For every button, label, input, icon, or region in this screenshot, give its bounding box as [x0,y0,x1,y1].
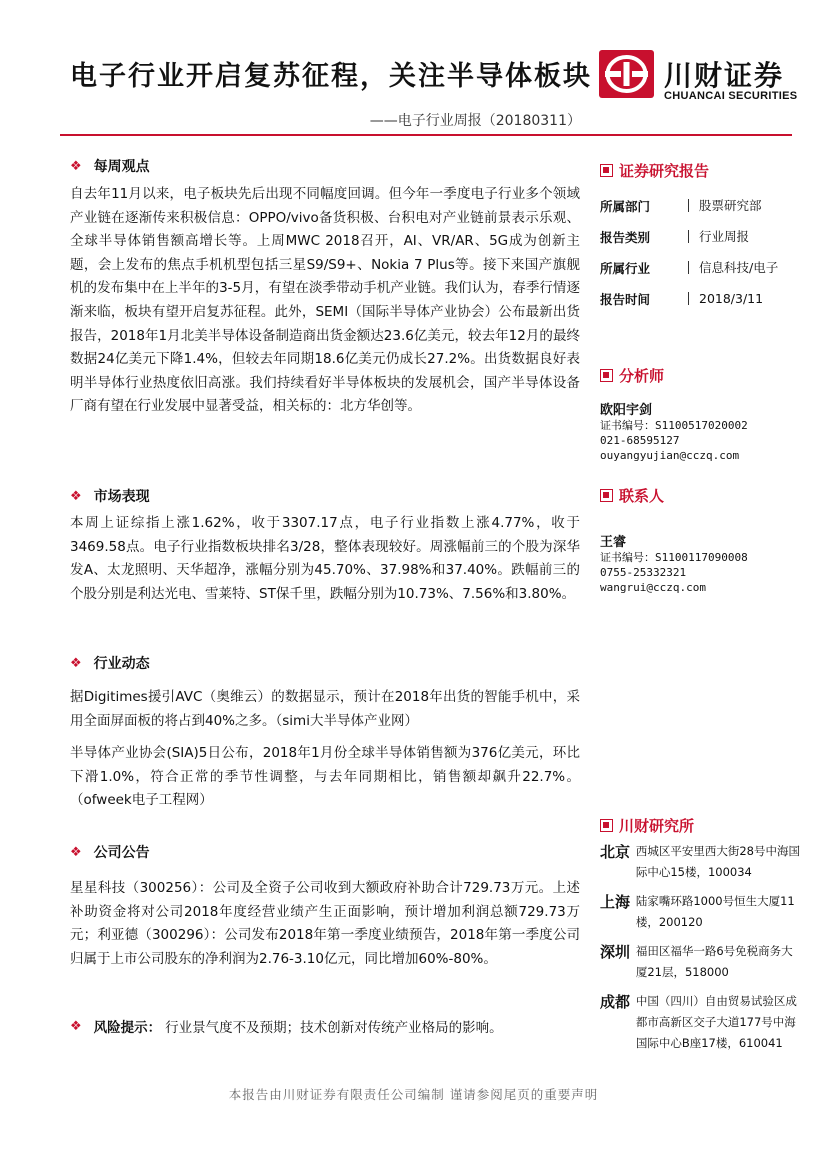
square-bullet-icon [600,489,613,502]
risk-label: 风险提示： [93,1020,162,1036]
market-paragraph: 本周上证综指上涨1.62%，收于3307.17点，电子行业指数上涨4.77%，收于3469.58点。电子行业指数板块排名3/28，整体表现较好。周涨幅前三的个股为深华发A、太龙照明、天华超净，涨幅分别为45.70%、37.98%和37.40%。跌幅前三的个股分别是利达光电、雪莱特、ST保千里，跌幅分别为10.73%、7.56%和3.80%。 [70,515,580,602]
sidebar-heading-contact: 联系人 [600,485,800,505]
diamond-bullet-icon: ❖ [70,158,82,174]
analyst-email: ouyangyujian@cczq.com [600,449,740,462]
logo-text-cn: 川财证券 [664,59,785,92]
square-bullet-icon [600,819,613,832]
section-heading-weekly-view: ❖ 每周观点 [70,158,150,175]
contact-name: 王睿 [600,535,627,550]
industry-paragraph-2: 半导体产业协会(SIA)5日公布，2018年1月份全球半导体销售额为376亿美元，环比下滑1.0%，符合正常的季节性调整，与去年同期相比，销售额却飙升22.7%。（ofweek电子工程网） [70,745,580,809]
footer-disclaimer: 本报告由川财证券有限责任公司编制 谨请参阅尾页的重要声明 [228,1087,599,1102]
section-heading-industry: ❖ 行业动态 [70,655,150,672]
company-paragraph: 星星科技（300256）：公司及全资子公司收到大额政府补助合计729.73万元。上述补助资金将对公司2018年度经营业绩产生正面影响，预计增加利润总额729.73万元；利亚德（300296）：公司发布2018年第一季度业绩预告，2018年第一季度公司归属于上市公司股东的净利润为2.76-3.10亿元，同比增加60%-80%。 [70,880,580,967]
sidebar-heading-report: 证券研究报告 [600,160,800,180]
contact-phone: 0755-25332321 [600,566,687,579]
contact-email: wangrui@cczq.com [600,581,706,594]
industry-paragraph-1: 据Digitimes援引AVC（奥维云）的数据显示，预计在2018年出货的智能手机中，采用全面屏面板的将占到40%之多。（simi大半导体产业网） [70,689,580,729]
sidebar-heading-institute: 川财研究所 [600,815,800,835]
sidebar-heading-analyst: 分析师 [600,365,800,385]
diamond-bullet-icon: ❖ [70,488,82,504]
info-row-category: 报告类别 行业周报 [600,229,750,245]
info-row-industry: 所属行业 信息科技/电子 [600,260,779,276]
risk-warning [70,1016,503,1036]
sidebar [600,160,800,1062]
office-chengdu: 成都 中国（四川）自由贸易试验区成都市高新区交子大道177号中海国际中心B座17楼，610041 [600,993,797,1050]
section-heading-company: ❖ 公司公告 [70,844,150,861]
office-shanghai: 上海 陆家嘴环路1000号恒生大厦11楼，200120 [600,893,795,929]
section-heading-market: ❖ 市场表现 [70,488,150,505]
office-beijing: 北京 西城区平安里西大街28号中海国际中心15楼，100034 [600,843,800,879]
header-divider [60,134,792,136]
analyst-phone: 021-68595127 [600,434,680,447]
diamond-bullet-icon: ❖ [70,844,82,860]
analyst-name: 欧阳宇剑 [600,403,653,418]
weekly-view-paragraph: 自去年11月以来，电子板块先后出现不同幅度回调。但今年一季度电子行业多个领域产业链在逐渐传来积极信息：OPPO/vivo备货积极、台积电对产业链前景表示乐观、全球半导体销售额高增长等。上周MWC 2018召开，AI、VR/AR、5G成为创新主题，会上发布的焦点手机机型包括三星S9/S9+、Nokia 7 Plus等。接下来国产旗舰机的发布集中在上半年的3-5月，有望在淡季带动手机产业链。我们认为，春季行情逐渐来临，板块有望开启复苏征程。此外，SEMI（国际半导体产业协会）公布最新出货报告，2018年1月北美半导体设备制造商出货金额达23.6亿美元，较去年12月的最终数据24亿美元下降1.4%，但较去年同期18.6亿美元仍成长27.2%。出货数据良好表明半导体行业热度依旧高涨。我们持续看好半导体板块的发展机会，国产半导体设备厂商有望在行业发展中显著受益，相关标的：北方华创等。 [70,186,580,415]
office-shenzhen: 深圳 福田区福华一路6号免税商务大厦21层，518000 [600,943,793,979]
analyst-cert: 证书编号：S1100517020002 [600,419,748,432]
info-row-date: 报告时间 2018/3/11 [600,291,764,307]
diamond-bullet-icon: ❖ [70,1018,82,1034]
info-row-department: 所属部门 股票研究部 [600,198,762,214]
report-title: 电子行业开启复苏征程，关注半导体板块 [70,61,592,92]
logo-text-en: CHUANCAI SECURITIES [664,90,798,102]
square-bullet-icon [600,369,613,382]
diamond-bullet-icon: ❖ [70,655,82,671]
contact-cert: 证书编号：S1100117090008 [600,551,748,564]
risk-text: 行业景气度不及预期；技术创新对传统产业格局的影响。 [165,1020,503,1036]
square-bullet-icon [600,164,613,177]
chuancai-logo-icon [599,50,654,98]
report-subtitle: ——电子行业周报（20180311） [369,113,581,129]
